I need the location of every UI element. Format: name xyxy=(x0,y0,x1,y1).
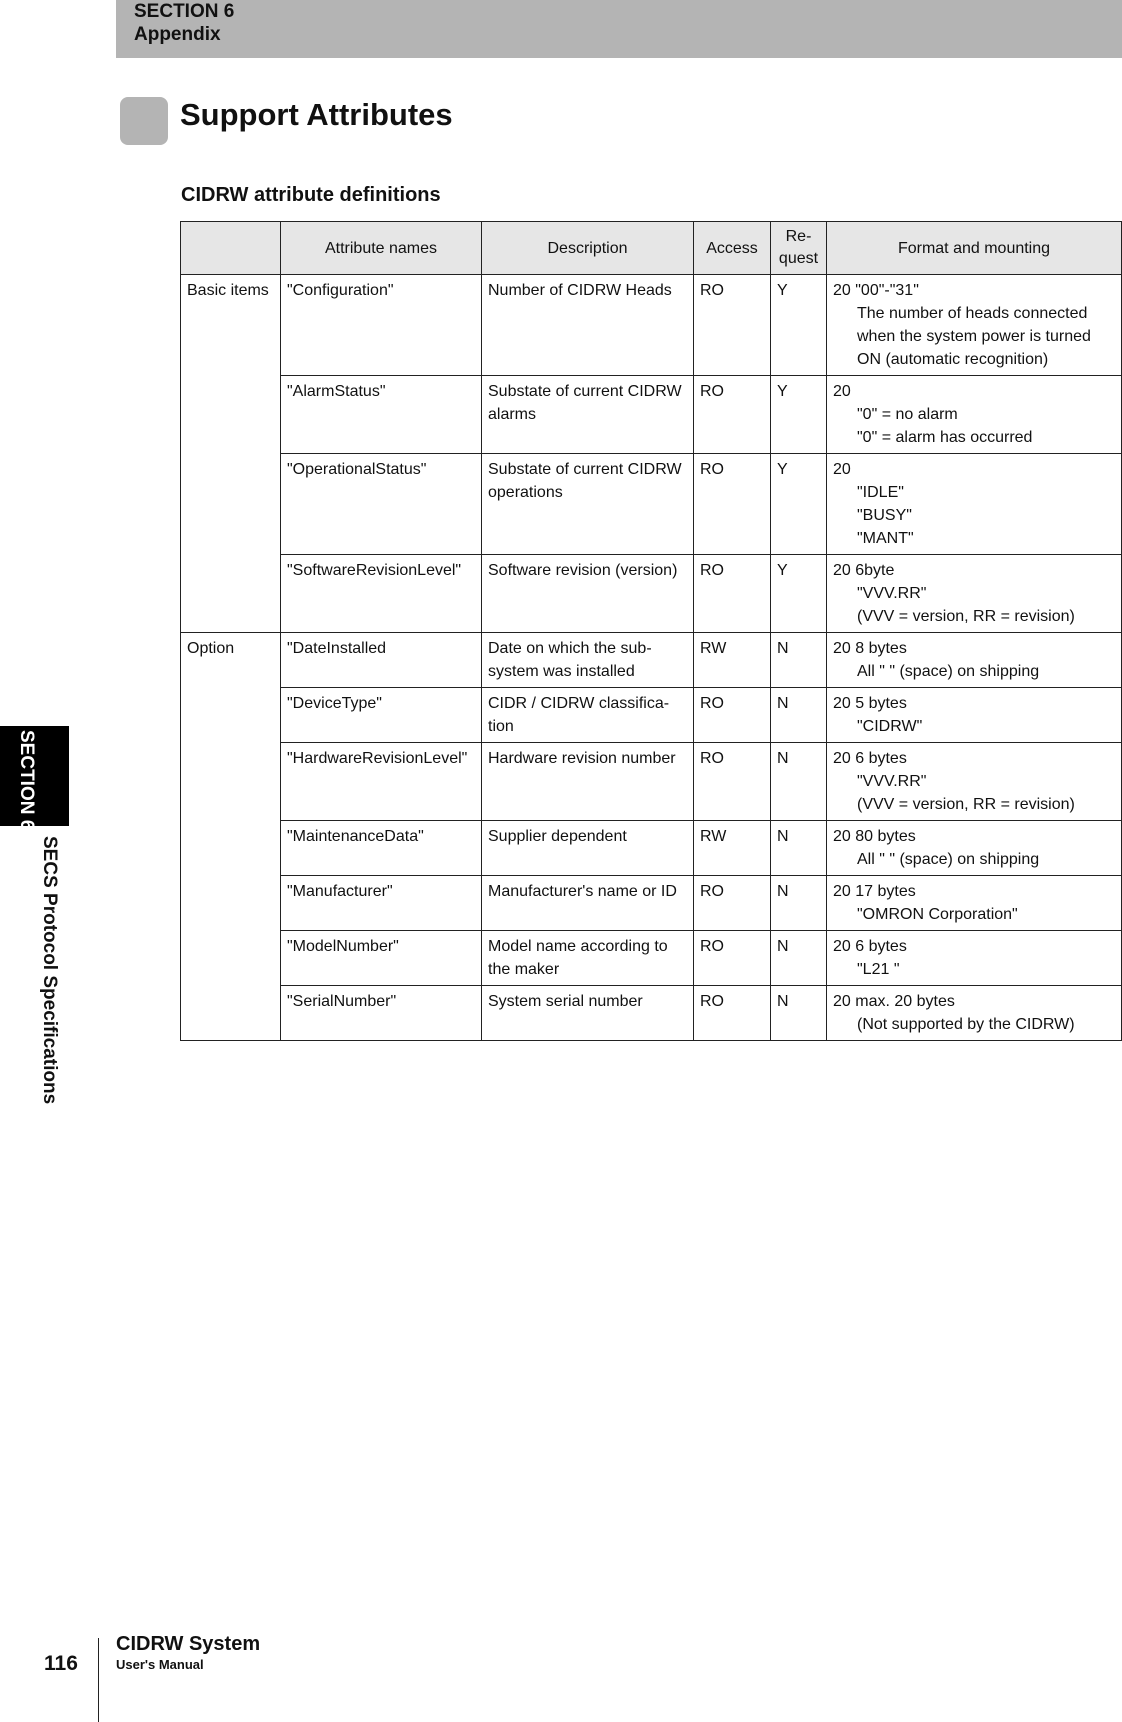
attribute-name-cell: "Configuration" xyxy=(281,275,482,376)
description-cell: Date on which the sub-system was installed xyxy=(482,633,694,688)
format-cell xyxy=(827,555,1122,633)
access-cell: RO xyxy=(694,376,771,454)
description-cell: Model name according to the maker xyxy=(482,931,694,986)
group-cell xyxy=(181,743,281,821)
description-cell: Software revision (version) xyxy=(482,555,694,633)
description-cell: Substate of current CIDRW alarms xyxy=(482,376,694,454)
table-row xyxy=(181,454,1122,555)
format-head: 20 max. 20 bytes xyxy=(833,993,955,1010)
format-detail-line: (VVV = version, RR = revision) xyxy=(857,608,1075,625)
attribute-name-cell: "HardwareRevisionLevel" xyxy=(281,743,482,821)
footer-divider xyxy=(98,1638,99,1722)
table-subtitle: CIDRW attribute definitions xyxy=(181,184,441,206)
attribute-name-cell: "DateInstalled xyxy=(281,633,482,688)
format-head: 20 5 bytes xyxy=(833,695,907,712)
format-cell xyxy=(827,743,1122,821)
table-row xyxy=(181,376,1122,454)
table-row xyxy=(181,876,1122,931)
header-cell-attribute-names: Attribute names xyxy=(281,222,482,275)
format-head: 20 6byte xyxy=(833,562,895,579)
description-cell: CIDR / CIDRW classifica-tion xyxy=(482,688,694,743)
group-cell xyxy=(181,931,281,986)
side-tab-section: SECTION 6 xyxy=(16,730,37,831)
request-cell: Y xyxy=(771,275,827,376)
access-cell: RO xyxy=(694,275,771,376)
format-cell xyxy=(827,688,1122,743)
access-cell: RW xyxy=(694,821,771,876)
format-detail-line: "0" = no alarm xyxy=(857,406,958,423)
format-detail-line: "OMRON Corporation" xyxy=(857,906,1018,923)
format-detail-line: ON (automatic recognition) xyxy=(857,351,1049,368)
format-cell xyxy=(827,376,1122,454)
format-detail-line: All " " (space) on shipping xyxy=(857,663,1040,680)
format-cell xyxy=(827,275,1122,376)
footer-title: CIDRW System xyxy=(116,1633,261,1655)
group-cell xyxy=(181,876,281,931)
table-row xyxy=(181,275,1122,376)
request-cell: N xyxy=(771,821,827,876)
table-row xyxy=(181,821,1122,876)
header-section: SECTION 6 xyxy=(134,1,235,22)
request-cell: Y xyxy=(771,555,827,633)
format-detail-line: "VVV.RR" xyxy=(857,773,927,790)
attribute-name-cell: "MaintenanceData" xyxy=(281,821,482,876)
format-cell xyxy=(827,876,1122,931)
format-detail-line: "L21 " xyxy=(857,961,900,978)
format-detail-line: All " " (space) on shipping xyxy=(857,851,1040,868)
header-cell-description: Description xyxy=(482,222,694,275)
format-head: 20 80 bytes xyxy=(833,828,916,845)
table-row xyxy=(181,633,1122,688)
header-band xyxy=(116,0,1122,58)
table-row xyxy=(181,931,1122,986)
attribute-name-cell: "Manufacturer" xyxy=(281,876,482,931)
header-cell-format: Format and mounting xyxy=(827,222,1122,275)
attribute-table xyxy=(180,221,1122,1041)
request-cell: Y xyxy=(771,454,827,555)
format-detail-line: (VVV = version, RR = revision) xyxy=(857,796,1075,813)
format-head: 20 17 bytes xyxy=(833,883,916,900)
format-detail-line: "BUSY" xyxy=(857,507,912,524)
group-cell xyxy=(181,454,281,555)
format-detail-line: The number of heads connected xyxy=(857,305,1088,322)
table-row xyxy=(181,743,1122,821)
access-cell: RO xyxy=(694,555,771,633)
group-cell xyxy=(181,555,281,633)
format-head: 20 "00"-"31" xyxy=(833,282,919,299)
attribute-name-cell: "DeviceType" xyxy=(281,688,482,743)
attribute-name-cell: "SerialNumber" xyxy=(281,986,482,1041)
format-cell xyxy=(827,931,1122,986)
format-detail-line: "IDLE" xyxy=(857,484,904,501)
footer-subtitle: User's Manual xyxy=(116,1657,204,1672)
access-cell: RO xyxy=(694,454,771,555)
description-cell: Substate of current CIDRW operations xyxy=(482,454,694,555)
request-header-line-2: quest xyxy=(778,250,819,267)
format-detail-line: "VVV.RR" xyxy=(857,585,927,602)
format-head: 20 xyxy=(833,461,851,478)
format-detail-line: "CIDRW" xyxy=(857,718,923,735)
access-cell: RO xyxy=(694,688,771,743)
format-head: 20 6 bytes xyxy=(833,750,907,767)
access-cell: RO xyxy=(694,931,771,986)
attribute-name-cell: "SoftwareRevisionLevel" xyxy=(281,555,482,633)
format-detail-line: "0" = alarm has occurred xyxy=(857,429,1033,446)
group-cell: Option xyxy=(181,633,281,688)
format-head: 20 8 bytes xyxy=(833,640,907,657)
attribute-name-cell: "AlarmStatus" xyxy=(281,376,482,454)
group-cell xyxy=(181,821,281,876)
request-cell: N xyxy=(771,986,827,1041)
access-cell: RW xyxy=(694,633,771,688)
table-row xyxy=(181,688,1122,743)
title-marker xyxy=(120,97,168,145)
format-cell xyxy=(827,454,1122,555)
attribute-name-cell: "ModelNumber" xyxy=(281,931,482,986)
table-body xyxy=(181,275,1122,1041)
description-cell: Number of CIDRW Heads xyxy=(482,275,694,376)
request-cell: N xyxy=(771,743,827,821)
header-cell-group xyxy=(181,222,281,275)
request-cell: Y xyxy=(771,376,827,454)
request-cell: N xyxy=(771,931,827,986)
header-cell-access: Access xyxy=(694,222,771,275)
format-detail-line: when the system power is turned xyxy=(857,328,1091,345)
description-cell: System serial number xyxy=(482,986,694,1041)
request-cell: N xyxy=(771,633,827,688)
group-cell xyxy=(181,688,281,743)
access-cell: RO xyxy=(694,986,771,1041)
request-cell: N xyxy=(771,876,827,931)
header-cell-request xyxy=(771,222,827,275)
request-cell: N xyxy=(771,688,827,743)
page-number: 116 xyxy=(44,1652,78,1675)
format-cell xyxy=(827,633,1122,688)
description-cell: Supplier dependent xyxy=(482,821,694,876)
page-title: Support Attributes xyxy=(180,97,453,132)
group-cell: Basic items xyxy=(181,275,281,376)
format-head: 20 xyxy=(833,383,851,400)
format-head: 20 6 bytes xyxy=(833,938,907,955)
access-cell: RO xyxy=(694,743,771,821)
format-cell xyxy=(827,986,1122,1041)
description-cell: Manufacturer's name or ID xyxy=(482,876,694,931)
table-row xyxy=(181,555,1122,633)
table-row xyxy=(181,986,1122,1041)
format-detail-line: (Not supported by the CIDRW) xyxy=(857,1016,1075,1033)
side-tab-label: SECS Protocol Specifications xyxy=(39,836,60,1105)
description-cell: Hardware revision number xyxy=(482,743,694,821)
group-cell xyxy=(181,376,281,454)
access-cell: RO xyxy=(694,876,771,931)
attribute-name-cell: "OperationalStatus" xyxy=(281,454,482,555)
format-detail-line: "MANT" xyxy=(857,530,914,547)
format-cell xyxy=(827,821,1122,876)
header-chapter: Appendix xyxy=(134,24,221,45)
request-header-line-1: Re- xyxy=(785,228,812,245)
group-cell xyxy=(181,986,281,1041)
